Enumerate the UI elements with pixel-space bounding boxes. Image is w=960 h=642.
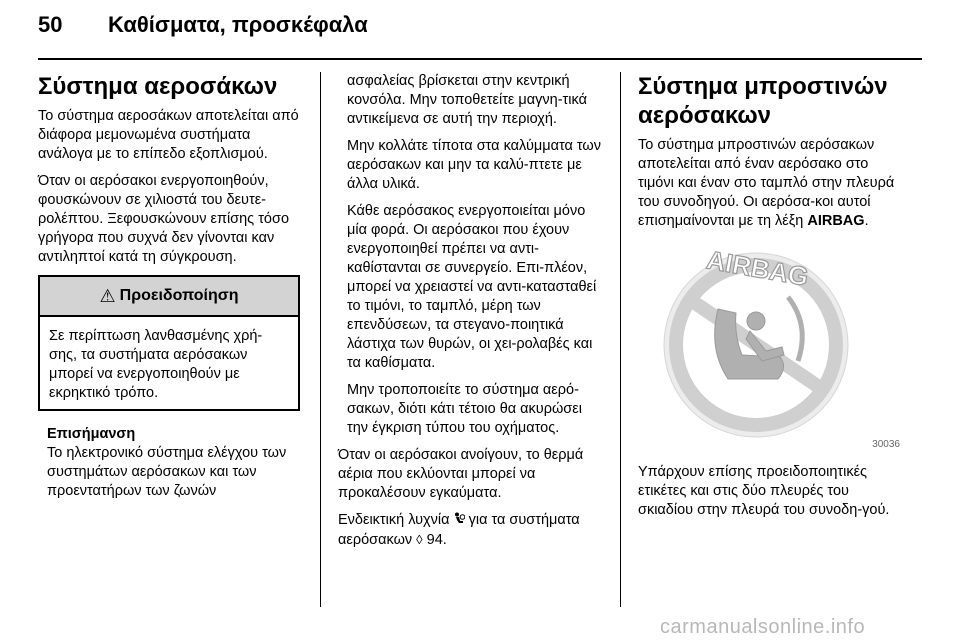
paragraph: Μην κολλάτε τίποτα στα καλύμματα των αερόσακων και μην τα καλύ-πτετε με άλλα υλικά. (347, 138, 601, 192)
page-header (38, 12, 922, 52)
paragraph: Το σύστημα μπροστινών αερόσακων αποτελείται από έναν αερόσακο στο τιμόνι και έναν στο ταμπλό στην πλευρά του συνοδηγού. Οι αερόσα-κοι αυτοί επισημαίνονται με τη λέξη AIRBAG. (638, 137, 895, 229)
column-1 (38, 72, 300, 509)
warning-triangle-icon: ⚠ (99, 285, 116, 306)
note-continued (338, 72, 606, 438)
page-reference-icon: ◊ (416, 532, 423, 547)
header-title: Καθίσματα, προσκέφαλα (108, 12, 368, 37)
airbag-term: AIRBAG (807, 213, 865, 229)
page-number: 50 (38, 12, 63, 37)
warning-title: Προειδοποίηση (119, 287, 239, 304)
paragraph: Το σύστημα αεροσάκων αποτελείται από διάφορα μεμονωμένα συστήματα ανάλογα με το επίπεδο εξοπλισμού. (38, 108, 299, 162)
airbag-badge-text: AIRBAG (704, 244, 811, 292)
paragraph: Κάθε αερόσακος ενεργοποιείται μόνο μία φορά. Οι αερόσακοι που έχουν ενεργοποιηθεί πρέπει να αντι-καθίστανται σε συνεργείο. Επι-πλέον, μπορεί να χρειαστεί να αντι-κατασταθεί το τιμόνι, το ταμπλό, μέρη των επενδύσεων, τα στεγανο-ποιητικά λάστιχα των θυρών, οι χει-ρολαβές και τα καθίσματα. (347, 203, 597, 371)
column-divider-2 (620, 72, 621, 607)
figure-code: 30036 (872, 439, 900, 450)
note-block (38, 425, 300, 501)
column-2 (338, 72, 606, 558)
warning-header (40, 277, 298, 317)
warning-text: Σε περίπτωση λανθασμένης χρή-σης, τα συστήματα αερόσακων μπορεί να ενεργοποιηθούν με εκρηκτικό τρόπο. (49, 328, 263, 401)
column-3 (638, 72, 908, 528)
warning-body (40, 317, 298, 409)
paragraph-lamp-reference: Ενδεικτική λυχνία για τα συστήματα αερόσακων ◊ 94. (338, 512, 580, 548)
warning-box (38, 275, 300, 411)
paragraph: Υπάρχουν επίσης προειδοποιητικές ετικέτες και στις δύο πλευρές του σκιαδίου στην πλευρά του συνοδη-γού. (638, 464, 890, 518)
paragraph: Όταν οι αερόσακοι ενεργοποιηθούν, φουσκώνουν σε χιλιοστά του δευτε-ρολέπτου. Ξεφουσκώνουν επίσης τόσο γρήγορα που συχνά δεν γίνονται καν αντιληπτοί κατά τη σύγκρουση. (38, 173, 290, 265)
section-heading-airbag-system: Σύστημα αεροσάκων (38, 73, 278, 100)
paragraph: ασφαλείας βρίσκεται στην κεντρική κονσόλα. Μην τοποθετείτε μαγνη-τικά αντικείμενα σε αυτή την περιοχή. (347, 73, 587, 127)
watermark: carmanualsonline.info (660, 616, 866, 638)
paragraph: Μην τροποποιείτε το σύστημα αερό-σακων, διότι κάτι τέτοιο θα ακυρώσει την έγκριση τύπου του οχήματος. (347, 382, 582, 436)
header-rule (38, 58, 922, 60)
section-heading-front-airbag: Σύστημα μπροστινών αερόσακων (638, 73, 888, 129)
note-text: Το ηλεκτρονικό σύστημα ελέγχου των συστημάτων αερόσακων και των προεντατήρων των ζωνών (47, 445, 287, 499)
page-reference[interactable]: 94. (426, 532, 447, 548)
paragraph: Όταν οι αερόσακοι ανοίγουν, το θερμά αέρια που εκλύονται μπορεί να προκαλέσουν εγκαύματα. (338, 447, 584, 501)
airbag-warning-lamp-icon (454, 512, 469, 528)
airbag-label-figure (638, 239, 908, 455)
note-heading: Επισήμανση (47, 426, 136, 442)
column-divider-1 (320, 72, 321, 607)
